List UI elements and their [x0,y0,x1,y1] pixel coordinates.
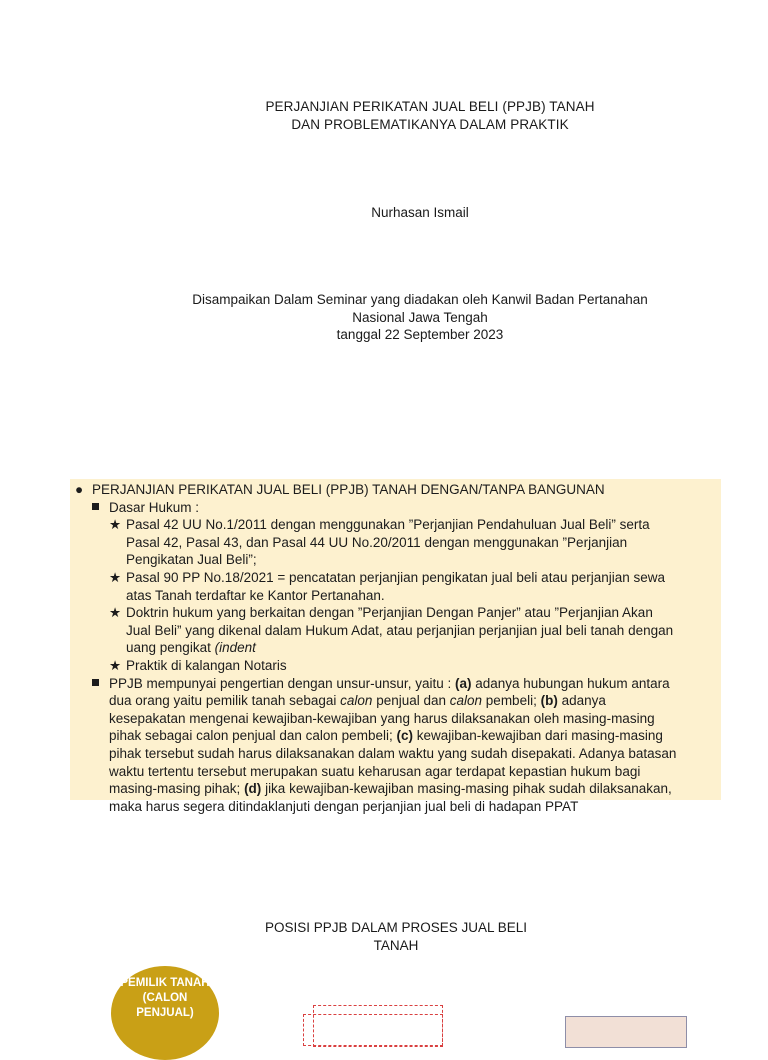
title-line-1: PERJANJIAN PERIKATAN JUAL BELI (PPJB) TANAH [265,99,595,114]
star-item-1-cont: Pasal 42, Pasal 43, dan Pasal 44 UU No.20/2011 dengan menggunakan ”Perjanjian [126,534,628,550]
dashed-box-inner [303,1014,443,1046]
seller-circle [111,966,219,1060]
bold-marker: (a) [454,675,472,691]
star-item-2-line-1: Pasal 90 PP No.18/2021 = pencatatan perjanjian pengikatan jual beli atau perjanjian sewa [126,569,666,585]
bullet-icon: ● [75,482,84,497]
ppjb-definition-cont [75,692,725,710]
star-item-3 [75,604,725,622]
text-run: PPJB mempunyai pengertian dengan unsur-unsur, yaitu : [109,675,455,691]
seminar-info-line-2: Nasional Jawa Tengah [352,309,488,325]
section-heading [75,481,725,499]
text-run: adanya hubungan hukum antara [471,675,670,691]
text-run: dua orang yaitu pemilik tanah sebagai [109,693,341,709]
star-item-1-line-1: Pasal 42 UU No.1/2011 dengan menggunakan ”Perjanjian Pendahuluan Jual Beli” serta [126,517,650,533]
text-run: pihak sebagai calon penjual dan calon pembeli; [109,728,397,744]
ppjb-definition-cont: kesepakatan mengenai kewajiban-kewajiban yang harus dilaksanakan oleh masing-masing [109,710,655,726]
ppjb-definition-cont [75,727,725,745]
star-item-3-cont: Jual Beli” yang dikenal dalam Hukum Adat, atau perjanjian perjanjian jual beli tanah dengan [126,622,674,638]
title-line-2: DAN PROBLEMATIKANYA DALAM PRAKTIK [291,117,569,132]
section-heading-text: PERJANJIAN PERIKATAN JUAL BELI (PPJB) TANAH DENGAN/TANPA BANGUNAN [92,482,605,497]
star-item-4-line-1: Praktik di kalangan Notaris [126,657,287,673]
dasar-hukum-label: Dasar Hukum : [109,499,200,515]
star-icon: ★ [109,517,122,533]
text-run: jika kewajiban-kewajiban masing-masing pihak sudah dilaksanakan, [261,781,672,797]
diagram-title [196,919,596,955]
text-run: masing-masing pihak; [109,781,245,797]
italic-text: calon [340,693,373,709]
star-item-4 [75,657,725,675]
text-run: pembeli; [482,693,541,709]
author-name: Nurhasan Ismail [371,205,469,220]
text-run: penjual dan [372,693,450,709]
seminar-date: tanggal 22 September 2023 [336,327,504,342]
ppjb-definition-cont: pihak tersebut sudah harus dilaksanakan dalam waktu yang sudah disepakati. Adanya batasan [109,745,677,761]
star-item-1 [75,516,725,534]
star-item-3-line-1: Doktrin hukum yang berkaitan dengan ”Perjanjian Dengan Panjer” atau ”Perjanjian Akan [126,605,653,621]
seminar-info [0,291,768,344]
ppjb-section [75,481,725,815]
diagram-title-line-2: TANAH [373,938,419,953]
text-run: kewajiban-kewajiban dari masing-masing [412,728,663,744]
diagram-box-right [565,1016,687,1048]
italic-text: calon [449,693,483,709]
star-item-2 [75,569,725,587]
dasar-hukum-item [75,499,725,517]
document-title [0,98,768,134]
star-item-2-cont: atas Tanah terdaftar ke Kantor Pertanahan. [126,587,385,603]
seller-circle-label [111,976,219,1021]
star-item-3-cont [75,639,725,657]
star-item-1-cont: Pengikatan Jual Beli”; [126,552,257,568]
ppjb-definition-cont: waktu tertentu tersebut merupakan suatu keharusan agar terdapat kepastian hukum bagi [109,763,641,779]
seller-line-3: PENJUAL) [136,1007,194,1019]
bold-marker: (c) [396,728,413,744]
diagram-title-line-1: POSISI PPJB DALAM PROSES JUAL BELI [264,920,528,935]
ppjb-definition [75,675,725,693]
text-run: uang pengikat [126,640,215,656]
text-run: adanya [557,693,606,709]
square-bullet-icon [92,679,99,686]
star-icon: ★ [109,605,122,621]
bold-marker: (b) [540,693,558,709]
square-bullet-icon [92,503,99,510]
seminar-info-line-1: Disampaikan Dalam Seminar yang diadakan oleh Kanwil Badan Pertanahan [192,292,648,307]
bold-marker: (d) [244,781,262,797]
italic-text: (indent [214,640,256,656]
star-icon: ★ [109,657,122,673]
star-icon: ★ [109,569,122,585]
seller-line-2: (CALON [142,992,188,1004]
ppjb-definition-cont [75,780,725,798]
ppjb-definition-cont: maka harus segera ditindaklanjuti dengan perjanjian jual beli di hadapan PPAT [109,798,579,814]
seller-line-1: PEMILIK TANAH [120,977,210,989]
